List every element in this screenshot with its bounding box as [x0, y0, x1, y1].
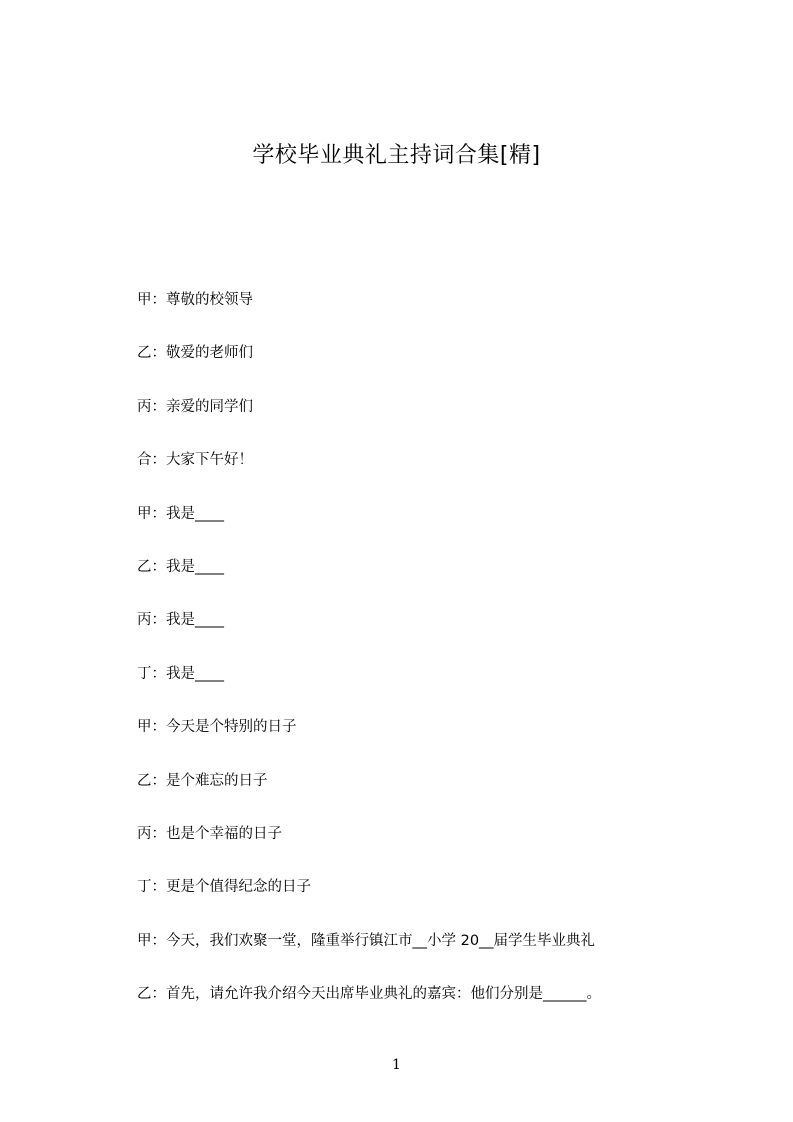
script-line: 甲：我是____	[137, 505, 224, 522]
script-line: 乙：首先，请允许我介绍今天出席毕业典礼的嘉宾：他们分别是______。	[137, 986, 601, 1003]
script-line: 甲：今天是个特别的日子	[137, 719, 297, 736]
script-line: 合：大家下午好！	[137, 452, 253, 469]
script-line: 乙：敬爱的老师们	[137, 345, 253, 362]
script-line: 丙：也是个幸福的日子	[137, 825, 282, 842]
script-line: 丙：我是____	[137, 612, 224, 629]
script-line: 乙：是个难忘的日子	[137, 772, 268, 789]
script-line: 乙：我是____	[137, 558, 224, 575]
document-title: 学校毕业典礼主持词合集[精]	[252, 143, 541, 168]
script-line: 丁：我是____	[137, 665, 224, 682]
script-line: 甲：尊敬的校领导	[137, 292, 253, 308]
script-line: 丁：更是个值得纪念的日子	[137, 879, 311, 896]
script-lines	[137, 288, 697, 1035]
script-line: 甲：今天，我们欢聚一堂，隆重举行镇江市__小学 20__届学生毕业典礼	[137, 932, 596, 949]
script-line: 丙：亲爱的同学们	[137, 398, 253, 415]
page-number: 1	[392, 1057, 401, 1073]
